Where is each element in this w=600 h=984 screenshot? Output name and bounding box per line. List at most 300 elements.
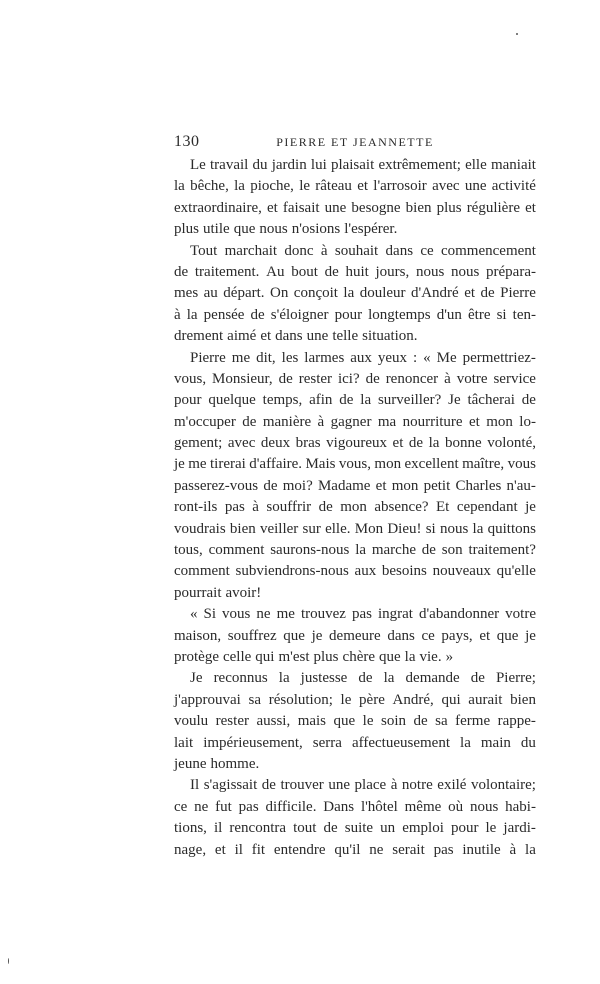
text-word: de [470, 670, 485, 687]
text-word: que [379, 648, 401, 665]
text-word: aimé [227, 328, 257, 345]
text-word: je [525, 627, 536, 644]
text-word: à [444, 370, 451, 387]
text-word: si [496, 306, 507, 323]
text-word: jardin [271, 157, 307, 173]
text-word: serra [312, 734, 342, 751]
text-line [174, 369, 536, 390]
page-number: 130 [174, 133, 200, 150]
text-word: Mais [305, 456, 336, 473]
text-word: à [509, 841, 517, 858]
text-word: tirerai [210, 456, 246, 473]
text-word: l'hôtel [360, 798, 398, 815]
text-word: excellent [404, 456, 459, 473]
text-word: Tout [190, 242, 218, 259]
text-word: ce [174, 798, 188, 815]
text-word: souffrir [266, 499, 312, 516]
text-word: extraordinaire, [174, 199, 262, 216]
text-word: mon [374, 456, 402, 473]
text-word: trouver [280, 777, 324, 794]
text-word: vous, [174, 370, 207, 387]
text-word: je [311, 627, 323, 644]
text-word: permettriez- [462, 349, 536, 366]
text-word: absence? [374, 499, 429, 516]
text-word: ne [256, 606, 271, 623]
text-line [174, 583, 536, 604]
text-line [174, 433, 536, 454]
text-word: rester [215, 713, 249, 730]
text-word: service [493, 370, 536, 387]
text-line [174, 412, 536, 433]
text-line [174, 476, 536, 497]
text-word: reconnus [213, 670, 268, 687]
text-word: vous [507, 456, 536, 473]
text-word: nous [415, 263, 445, 280]
text-word: aux [354, 563, 377, 580]
text-word: pays, [441, 627, 473, 644]
text-word: résolution; [268, 691, 333, 708]
text-word: nous [439, 520, 469, 537]
text-word: de [521, 392, 536, 409]
text-word: s'agissait [203, 777, 258, 794]
text-word: justesse [300, 670, 348, 687]
text-word: une [306, 328, 329, 345]
text-word: dans [275, 328, 303, 345]
text-word: difficile. [265, 798, 317, 815]
text-line [174, 390, 536, 411]
text-word: la [428, 435, 440, 452]
text-word: Dans [323, 798, 355, 815]
text-word: aurait [468, 691, 503, 708]
text-word: mon [486, 413, 513, 430]
text-word: mes [174, 285, 199, 302]
paper-speck [516, 33, 518, 35]
text-word: notre [401, 777, 433, 794]
text-word: Si [203, 606, 217, 623]
text-word: de [318, 499, 333, 516]
text-word: la [525, 841, 536, 858]
text-word: maison, [174, 627, 222, 644]
text-word: cependant [456, 499, 518, 516]
running-title: PIERRE ET JEANNETTE [276, 135, 434, 149]
text-word: demande [405, 670, 460, 687]
text-word: afin [309, 392, 333, 409]
text-word: un [380, 820, 396, 837]
text-word: André, [392, 691, 434, 708]
body-text [174, 155, 536, 861]
running-head [174, 133, 536, 153]
text-word: et [392, 435, 404, 452]
text-word: demeure [329, 627, 381, 644]
text-word: pioche, [250, 178, 294, 195]
text-word: bras [295, 435, 321, 452]
text-word: comment [174, 563, 230, 580]
text-word: Dieu! [387, 520, 422, 537]
text-word: l'espérer. [344, 221, 398, 238]
text-word: Pierre; [495, 670, 536, 687]
text-word: fut [215, 798, 232, 815]
text-word: jours, [375, 263, 410, 280]
text-word: nous [259, 221, 288, 238]
text-word: veiller [259, 520, 299, 537]
text-word: drement [174, 328, 224, 345]
text-word: ma [377, 413, 397, 430]
text-line [174, 519, 536, 540]
text-word: même [404, 798, 442, 815]
text-word: Je [190, 670, 203, 687]
text-word: besogne [351, 199, 401, 216]
text-word: ferme [455, 713, 491, 730]
text-word: à [174, 306, 181, 323]
text-word: de [339, 392, 354, 409]
text-word: le [362, 713, 374, 730]
text-word: Me [436, 349, 457, 366]
text-word: de [261, 777, 276, 794]
text-word: le [340, 691, 352, 708]
text-word: où [448, 798, 464, 815]
text-word: la [472, 520, 484, 537]
text-word: votre [456, 370, 488, 387]
text-word: le [299, 178, 311, 195]
text-word: marchait [224, 242, 278, 259]
text-word: la [404, 648, 416, 665]
text-word: rester [298, 370, 333, 387]
text-word: père [359, 691, 385, 708]
text-word: Le [190, 157, 206, 173]
text-word: « [190, 606, 198, 623]
text-word: je [174, 456, 185, 473]
text-word: renoncer [385, 370, 439, 387]
text-word: pas [351, 606, 372, 623]
text-line [174, 754, 536, 775]
text-word: volontaire; [470, 777, 536, 794]
text-word: plus [174, 221, 200, 238]
text-word: que [333, 713, 356, 730]
text-word: » [445, 648, 454, 665]
text-word: du [252, 157, 268, 173]
text-word: Et [436, 499, 450, 516]
text-word: subviendrons-nous [235, 563, 349, 580]
text-word: situation. [362, 328, 418, 345]
text-word: longtemps [368, 306, 431, 323]
text-word: manière [262, 413, 312, 430]
text-word: de [365, 370, 380, 387]
text-word: qui [255, 648, 275, 665]
text-word: protège [174, 648, 219, 665]
text-word: donc [284, 242, 314, 259]
text-word: et [525, 199, 536, 216]
text-line [174, 690, 536, 711]
text-word: place [354, 777, 387, 794]
text-word: serait [392, 841, 425, 858]
text-word: Madame [317, 477, 371, 494]
text-word: dans [387, 627, 415, 644]
text-word: soin [380, 713, 406, 730]
text-word: besoins [381, 563, 427, 580]
text-word: une [464, 178, 487, 195]
text-line [174, 326, 536, 347]
text-line [174, 198, 536, 219]
text-word: bêche, [190, 178, 229, 195]
text-line [174, 604, 536, 625]
text-word: main [480, 734, 511, 751]
text-line [174, 241, 536, 262]
text-word: de [323, 820, 338, 837]
text-line [174, 283, 536, 304]
text-word: Au [266, 263, 285, 280]
text-word: que [283, 627, 305, 644]
text-word: maître, [462, 456, 505, 473]
text-word: mon [391, 477, 419, 494]
text-word: j'approuvai [174, 691, 241, 708]
text-word: quelque [208, 392, 256, 409]
text-word: souhait [334, 242, 379, 259]
text-word: je [525, 499, 536, 516]
text-word: rencontra [229, 820, 287, 837]
text-word: affectueusement [351, 734, 450, 751]
text-line [174, 540, 536, 561]
text-word: et [214, 841, 226, 858]
text-word: moi? [282, 477, 313, 494]
text-word: lui [310, 157, 327, 173]
text-word: sa [435, 713, 448, 730]
text-word: ce [421, 627, 435, 644]
text-word: votre [505, 606, 536, 623]
text-word: : [413, 349, 418, 366]
text-word: pour [174, 392, 202, 409]
text-line [174, 454, 536, 475]
text-word: la [360, 392, 372, 409]
text-word: tâcherai [467, 392, 515, 409]
text-word: nouveaux [432, 563, 491, 580]
text-word: Pierre [500, 285, 536, 302]
text-word: Mon [354, 520, 384, 537]
text-line [174, 155, 536, 176]
paper-speck [8, 958, 9, 964]
text-word: nage, [174, 841, 207, 858]
text-word: l'arrosoir [373, 178, 427, 195]
text-word: aux [350, 349, 372, 366]
text-word: passerez-vous [174, 477, 259, 494]
text-word: du [520, 734, 536, 751]
text-word: régulière [466, 199, 520, 216]
text-word: inutile [462, 841, 501, 858]
text-word: tout [293, 820, 317, 837]
text-line [174, 647, 536, 668]
text-word: avec [227, 435, 256, 452]
text-word: elle. [325, 520, 351, 537]
text-word: d'abandonner [418, 606, 500, 623]
text-word: la [343, 285, 355, 302]
text-word: d'affaire. [249, 456, 303, 473]
text-word: « [423, 349, 431, 366]
text-word: il [214, 820, 223, 837]
text-word: larmes [304, 349, 345, 366]
text-word: son [441, 542, 463, 559]
text-word: nous [469, 798, 499, 815]
text-word: ce [420, 242, 434, 259]
text-word: suite [344, 820, 374, 837]
text-word: rappe- [497, 713, 536, 730]
text-word: que [496, 627, 519, 644]
text-line [174, 668, 536, 689]
text-word: ici? [337, 370, 360, 387]
text-word: nourriture [402, 413, 463, 430]
text-word: de [324, 263, 339, 280]
text-word: celle [222, 648, 252, 665]
text-line [174, 626, 536, 647]
text-word: gagner [330, 413, 372, 430]
text-word: qu'il [334, 841, 361, 858]
text-word: On [269, 285, 289, 302]
text-word: vie. [419, 648, 442, 665]
text-word: huit [345, 263, 369, 280]
text-word: n'osions [291, 221, 341, 238]
text-word: jeune [174, 755, 207, 772]
text-word: me [231, 349, 251, 366]
text-word: homme. [210, 755, 260, 772]
text-word: elle [465, 157, 487, 173]
text-word: chère [342, 648, 375, 665]
text-word: bout [291, 263, 318, 280]
text-line [174, 797, 536, 818]
text-word: de [242, 413, 257, 430]
text-word: de [413, 713, 428, 730]
text-word: me [276, 606, 295, 623]
text-word: utile [203, 221, 230, 238]
text-word: Charles [455, 477, 502, 494]
text-word: m'est [278, 648, 310, 665]
text-word: râteau [315, 178, 352, 195]
text-word: d'un [436, 306, 462, 323]
text-word: quittons [487, 520, 536, 537]
text-line [174, 348, 536, 369]
text-word: que [233, 221, 256, 238]
text-word: dans [385, 242, 414, 259]
text-word: la [383, 670, 395, 687]
text-line [174, 176, 536, 197]
text-word: douleur [359, 285, 406, 302]
text-word: au [203, 285, 218, 302]
text-word: de [174, 263, 189, 280]
text-word: petit [423, 477, 451, 494]
text-word: ront-ils [174, 499, 218, 516]
text-word: la [234, 178, 245, 195]
text-word: volonté, [487, 435, 536, 452]
text-word: voulu [174, 713, 209, 730]
text-word: exilé [437, 777, 467, 794]
text-word: faisait [282, 199, 320, 216]
text-word: vous, [338, 456, 371, 473]
text-word: bien [229, 520, 256, 537]
text-word: telle [332, 328, 359, 345]
text-word: activité [491, 178, 536, 195]
text-word: conçoit [293, 285, 338, 302]
text-word: dit, [256, 349, 276, 366]
text-word: commencement [440, 242, 536, 259]
text-word: à [390, 777, 398, 794]
text-word: et [464, 285, 476, 302]
text-word: pour [334, 306, 363, 323]
text-word: pourrait [174, 584, 222, 601]
text-word: plus [436, 199, 462, 216]
text-word: mon [340, 499, 367, 516]
text-line [174, 262, 536, 283]
text-word: plaisait [330, 157, 375, 173]
text-word: de [480, 285, 495, 302]
text-word: la [186, 306, 198, 323]
text-word: pensée [203, 306, 245, 323]
text-word: il [234, 841, 243, 858]
text-word: qui [441, 691, 461, 708]
text-word: plus [313, 648, 339, 665]
text-word: la [174, 178, 185, 195]
text-word: bien [405, 199, 432, 216]
text-word: la [460, 734, 471, 751]
text-word: avec [432, 178, 460, 195]
text-word: de [278, 370, 293, 387]
text-word: jardi- [503, 820, 536, 837]
text-word: pour [450, 820, 479, 837]
text-word: Monsieur, [212, 370, 273, 387]
text-line [174, 305, 536, 326]
text-word: être [468, 306, 491, 323]
text-word: la [355, 542, 367, 559]
text-word: lo- [519, 413, 536, 430]
text-word: s'éloigner [270, 306, 329, 323]
text-word: de [250, 306, 265, 323]
text-word: souffrez [227, 627, 277, 644]
text-word: saurons-nous [270, 542, 350, 559]
text-word: avoir! [225, 584, 262, 601]
text-word: prépara- [486, 263, 536, 280]
text-word: emploi [402, 820, 444, 837]
text-word: Il [190, 777, 200, 794]
text-word: mais [297, 713, 327, 730]
text-word: marche [371, 542, 416, 559]
text-word: d'André [411, 285, 459, 302]
text-word: une [328, 777, 351, 794]
text-line [174, 733, 536, 754]
text-word: habi- [505, 798, 536, 815]
text-word: une [324, 199, 347, 216]
text-word: de [408, 435, 424, 452]
text-word: surveiller? [377, 392, 442, 409]
text-word: sa [248, 691, 262, 708]
text-word: traitement? [468, 542, 536, 559]
text-word: bonne [445, 435, 482, 452]
text-line [174, 775, 536, 796]
text-word: aussi, [256, 713, 291, 730]
text-word: lait [174, 734, 194, 751]
text-word: pas [238, 798, 259, 815]
text-word: pas [224, 499, 245, 516]
text-word: et [357, 178, 369, 195]
text-word: voudrais [174, 520, 226, 537]
text-line [174, 497, 536, 518]
text-word: fit [251, 841, 266, 858]
text-word: pas [433, 841, 454, 858]
text-word: et [266, 199, 278, 216]
text-line [174, 840, 536, 861]
text-word: comment [208, 542, 265, 559]
text-word: vous [222, 606, 251, 623]
text-line [174, 561, 536, 582]
text-word: trouvez [300, 606, 346, 623]
text-word: les [281, 349, 299, 366]
text-word: n'au- [506, 477, 536, 494]
text-word: temps, [262, 392, 303, 409]
